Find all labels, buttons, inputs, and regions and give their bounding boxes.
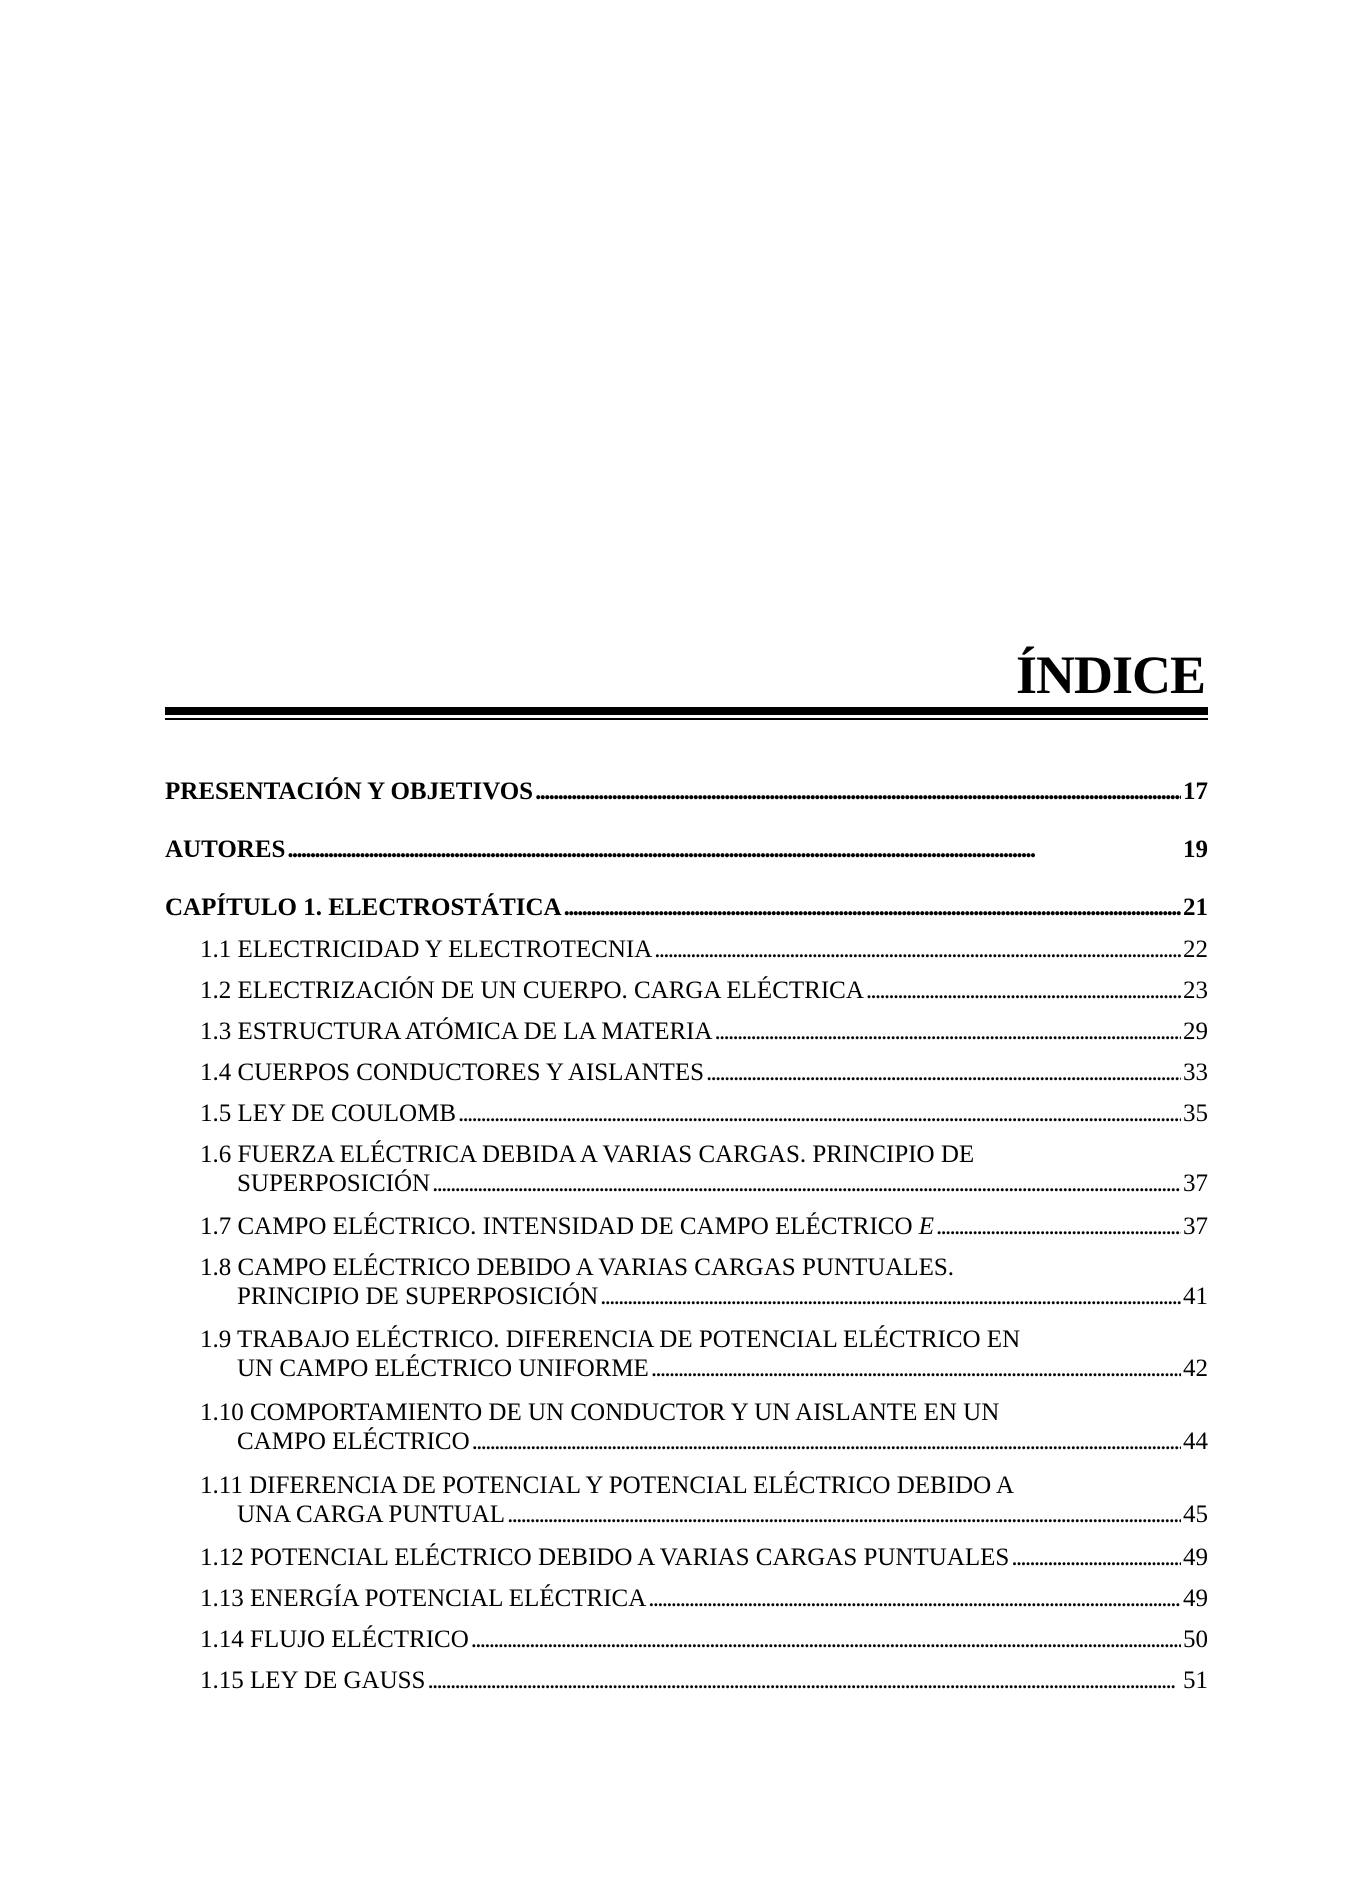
toc-page-number: 22 — [1183, 936, 1208, 963]
toc-entry-1-13[interactable] — [165, 1584, 1208, 1613]
rule-thick-line — [165, 707, 1208, 715]
toc-entry-text: CAMPO ELÉCTRICO — [237, 1428, 470, 1455]
toc-page-number: 19 — [1183, 836, 1208, 863]
toc-page-number: 41 — [1183, 1283, 1208, 1310]
toc-entry-capitulo-1[interactable] — [165, 893, 1208, 922]
toc-entry-1-10[interactable] — [165, 1398, 1208, 1456]
toc-entry-1-3[interactable] — [165, 1017, 1208, 1046]
toc-page-number: 21 — [1183, 894, 1208, 921]
toc-entry-1-1[interactable] — [165, 935, 1208, 964]
dot-leader — [715, 1017, 1181, 1046]
rule-thin-line — [165, 718, 1208, 720]
dot-leader — [472, 1427, 1181, 1456]
dot-leader — [507, 1500, 1181, 1529]
toc-entry-text: 1.1 ELECTRICIDAD Y ELECTROTECNIA — [200, 936, 653, 963]
dot-leader — [432, 1169, 1181, 1198]
toc-entry-first-line: 1.6 FUERZA ELÉCTRICA DEBIDA A VARIAS CARGAS. PRINCIPIO DE — [200, 1141, 975, 1168]
toc-entry-text: 1.12 POTENCIAL ELÉCTRICO DEBIDO A VARIAS CARGAS PUNTUALES — [200, 1544, 1010, 1571]
toc-entry-text: 1.5 LEY DE COULOMB — [200, 1100, 457, 1127]
dot-leader — [866, 976, 1181, 1005]
dot-leader — [706, 1058, 1181, 1087]
page-title: ÍNDICE — [1015, 645, 1205, 705]
dot-leader — [287, 835, 1181, 864]
toc-entry-1-9[interactable] — [165, 1325, 1208, 1383]
toc-page-number: 49 — [1183, 1544, 1208, 1571]
toc-entry-first-line: 1.10 COMPORTAMIENTO DE UN CONDUCTOR Y UN AISLANTE EN UN — [200, 1399, 1000, 1426]
toc-entry-presentacion[interactable] — [165, 777, 1208, 806]
toc-page-number: 35 — [1183, 1100, 1208, 1127]
toc-entry-1-8[interactable] — [165, 1253, 1208, 1311]
toc-entry-1-2[interactable] — [165, 976, 1208, 1005]
toc-page-number: 51 — [1183, 1667, 1208, 1694]
toc-entry-autores[interactable] — [165, 835, 1208, 864]
toc-entry-text: 1.14 FLUJO ELÉCTRICO — [200, 1626, 469, 1653]
toc-entry-first-line: 1.11 DIFERENCIA DE POTENCIAL Y POTENCIAL ELÉCTRICO DEBIDO A — [200, 1472, 1015, 1499]
toc-page-number: 37 — [1183, 1213, 1208, 1240]
toc-page-number: 23 — [1183, 977, 1208, 1004]
toc-entry-1-15[interactable] — [165, 1666, 1208, 1695]
toc-entry-1-7[interactable] — [165, 1212, 1208, 1241]
toc-page-number: 50 — [1183, 1626, 1208, 1653]
toc-entry-text: SUPERPOSICIÓN — [237, 1170, 431, 1197]
toc-entry-text: 1.15 LEY DE GAUSS — [200, 1667, 426, 1694]
toc-page-number: 45 — [1183, 1501, 1208, 1528]
toc-page-number: 49 — [1183, 1585, 1208, 1612]
toc-entry-text: PRINCIPIO DE SUPERPOSICIÓN — [237, 1283, 599, 1310]
toc-page-number: 44 — [1183, 1428, 1208, 1455]
toc-entry-text: AUTORES — [165, 836, 286, 863]
toc-entry-1-6[interactable] — [165, 1140, 1208, 1198]
dot-leader — [600, 1282, 1181, 1311]
dot-leader — [535, 777, 1181, 806]
toc-entry-text: UN CAMPO ELÉCTRICO UNIFORME — [237, 1355, 649, 1382]
dot-leader — [564, 893, 1181, 922]
dot-leader — [648, 1584, 1181, 1613]
toc-page-number: 17 — [1183, 778, 1208, 805]
dot-leader — [936, 1212, 1181, 1241]
toc-entry-1-12[interactable] — [165, 1543, 1208, 1572]
toc-page-number: 29 — [1183, 1018, 1208, 1045]
toc-entry-text: 1.13 ENERGÍA POTENCIAL ELÉCTRICA — [200, 1585, 647, 1612]
toc-entry-text: 1.2 ELECTRIZACIÓN DE UN CUERPO. CARGA ELÉCTRICA — [200, 977, 864, 1004]
toc-entry-text: UNA CARGA PUNTUAL — [237, 1501, 506, 1528]
dot-leader — [654, 935, 1181, 964]
dot-leader — [458, 1099, 1181, 1128]
toc-entry-text: 1.4 CUERPOS CONDUCTORES Y AISLANTES — [200, 1059, 705, 1086]
toc-entry-1-14[interactable] — [165, 1625, 1208, 1654]
dot-leader — [471, 1625, 1181, 1654]
toc-entry-1-5[interactable] — [165, 1099, 1208, 1128]
vector-symbol: E — [918, 1213, 935, 1240]
toc-entry-text: 1.3 ESTRUCTURA ATÓMICA DE LA MATERIA — [200, 1018, 713, 1045]
toc-entry-first-line: 1.8 CAMPO ELÉCTRICO DEBIDO A VARIAS CARGAS PUNTUALES. — [200, 1254, 955, 1281]
dot-leader — [427, 1666, 1181, 1695]
toc-page-number: 37 — [1183, 1170, 1208, 1197]
dot-leader — [1011, 1543, 1181, 1572]
title-underline — [165, 707, 1208, 720]
toc-entry-text: PRESENTACIÓN Y OBJETIVOS — [165, 778, 534, 805]
dot-leader — [651, 1354, 1181, 1383]
toc-page-number: 33 — [1183, 1059, 1208, 1086]
toc-entry-1-11[interactable] — [165, 1471, 1208, 1529]
toc-entry-text: CAPÍTULO 1. ELECTROSTÁTICA — [165, 894, 562, 921]
toc-entry-1-4[interactable] — [165, 1058, 1208, 1087]
toc-entry-first-line: 1.9 TRABAJO ELÉCTRICO. DIFERENCIA DE POTENCIAL ELÉCTRICO EN — [200, 1326, 1021, 1353]
toc-entry-text: 1.7 CAMPO ELÉCTRICO. INTENSIDAD DE CAMPO ELÉCTRICO — [200, 1213, 913, 1240]
toc-page-number: 42 — [1183, 1355, 1208, 1382]
